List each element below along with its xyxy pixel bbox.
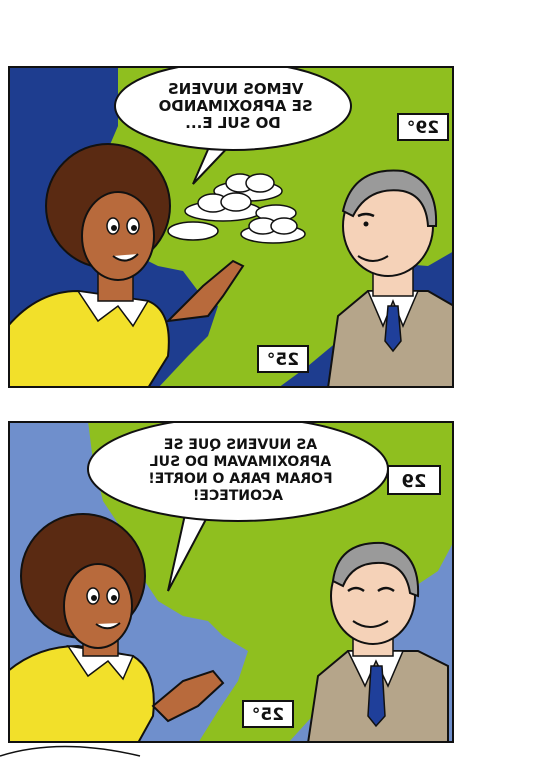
temp-label-south bbox=[243, 701, 293, 727]
temp-south-text: 25° bbox=[266, 350, 300, 370]
temp-north-text: 29 bbox=[401, 471, 427, 492]
temp-label-south bbox=[258, 346, 308, 372]
bubble-2-line-2: APROXIMAVAM DO SUL bbox=[149, 454, 332, 470]
bubble-1-line-3: DO SUL E... bbox=[185, 114, 281, 132]
comic-panel-2 bbox=[8, 421, 454, 743]
panel-1-art bbox=[8, 66, 454, 388]
bubble-1-line-1: VEMOS NUVENS bbox=[167, 80, 304, 98]
temp-north-text: 29° bbox=[406, 118, 440, 138]
temp-label-north bbox=[388, 466, 440, 494]
temp-label-north bbox=[398, 114, 448, 140]
next-panel-bubble-edge bbox=[0, 739, 160, 757]
panel-2-art bbox=[8, 421, 454, 743]
bubble-2-line-3: FORAM PARA O NORTE! bbox=[148, 471, 333, 487]
bubble-1-line-2: SE APROXIMANDO bbox=[158, 97, 313, 115]
temp-south-text: 25° bbox=[251, 705, 285, 725]
bubble-2-line-1: AS NUVENS QUE SE bbox=[163, 437, 318, 453]
comic-panel-1 bbox=[8, 66, 454, 388]
bubble-2-line-4: ACONTECE! bbox=[192, 488, 284, 504]
